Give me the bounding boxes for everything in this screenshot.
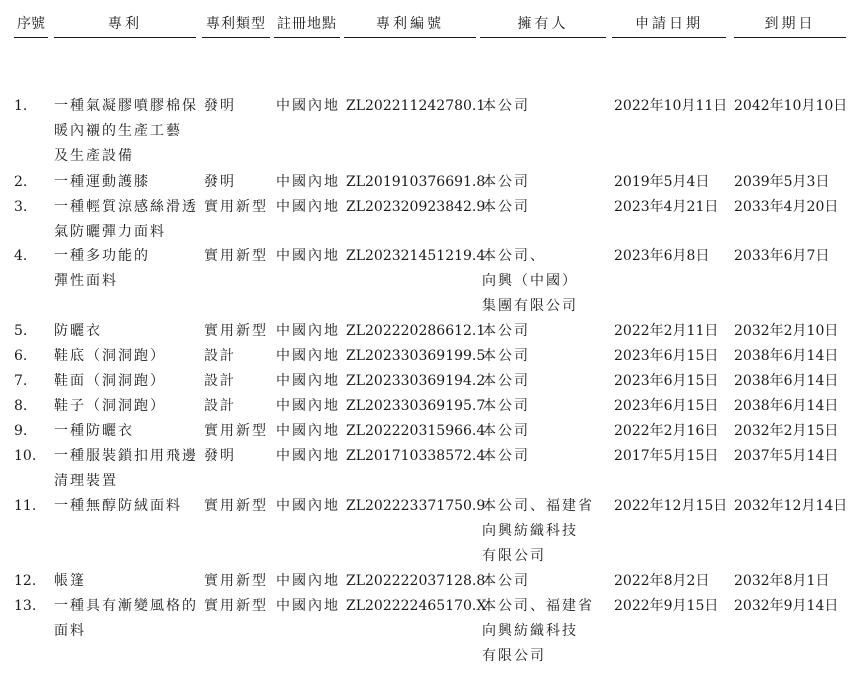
application-date: 2022年12月15日 — [614, 498, 728, 514]
row-number: 6. — [14, 348, 28, 364]
expiry-date: 2039年5月3日 — [734, 174, 830, 190]
patent-title: 鞋面（洞洞跑） — [54, 373, 166, 389]
patent-title: 鞋底（洞洞跑） — [54, 348, 166, 364]
registration-place: 中國內地 — [276, 423, 340, 439]
row-number: 13. — [14, 598, 37, 614]
patent-title: 一種防曬衣 — [54, 423, 134, 439]
expiry-date: 2037年5月14日 — [734, 448, 839, 464]
owner: 本公司 — [482, 323, 530, 339]
row-number: 4. — [14, 248, 28, 264]
row-number: 11. — [14, 498, 37, 514]
registration-place: 中國內地 — [276, 398, 340, 414]
registration-place: 中國內地 — [276, 598, 340, 614]
patent-title: 一種服裝鎖扣用飛邊 清理裝置 — [54, 448, 198, 489]
patent-type: 發明 — [204, 174, 236, 190]
patent-title: 鞋子（洞洞跑） — [54, 398, 166, 414]
patent-title: 防曬衣 — [54, 323, 102, 339]
expiry-date: 2032年2月10日 — [734, 323, 839, 339]
owner: 本公司 — [482, 174, 530, 190]
patent-type: 實用新型 — [204, 573, 268, 589]
patent-number: ZL202222037128.8 — [346, 573, 486, 589]
registration-place: 中國內地 — [276, 174, 340, 190]
registration-place: 中國內地 — [276, 199, 340, 215]
owner: 本公司 — [482, 423, 530, 439]
application-date: 2022年10月11日 — [614, 98, 728, 114]
registration-place: 中國內地 — [276, 348, 340, 364]
expiry-date: 2032年2月15日 — [734, 423, 839, 439]
patent-type: 實用新型 — [204, 498, 268, 514]
patent-title: 一種氣凝膠噴膠棉保 暖內襯的生產工藝 及生產設備 — [54, 98, 198, 164]
registration-place: 中國內地 — [276, 248, 340, 264]
application-date: 2023年6月15日 — [614, 373, 719, 389]
expiry-date: 2033年4月20日 — [734, 199, 839, 215]
header-application-date: 申請日期 — [612, 14, 726, 38]
expiry-date: 2038年6月14日 — [734, 373, 839, 389]
patent-type: 實用新型 — [204, 248, 268, 264]
application-date: 2023年6月15日 — [614, 348, 719, 364]
patent-title: 一種具有漸變風格的 面料 — [54, 598, 198, 639]
patent-type: 設計 — [204, 373, 236, 389]
registration-place: 中國內地 — [276, 373, 340, 389]
row-number: 7. — [14, 373, 28, 389]
expiry-date: 2042年10月10日 — [734, 98, 848, 114]
patent-number: ZL202330369195.7 — [346, 398, 486, 414]
header-serial: 序號 — [14, 14, 48, 38]
patent-type: 發明 — [204, 98, 236, 114]
patent-type: 實用新型 — [204, 199, 268, 215]
owner: 本公司、福建省 向興紡織科技 有限公司 — [482, 598, 594, 664]
owner: 本公司 — [482, 348, 530, 364]
application-date: 2023年6月15日 — [614, 398, 719, 414]
registration-place: 中國內地 — [276, 98, 340, 114]
header-owner: 擁有人 — [480, 14, 606, 38]
row-number: 8. — [14, 398, 28, 414]
expiry-date: 2032年12月14日 — [734, 498, 848, 514]
owner: 本公司 — [482, 448, 530, 464]
application-date: 2023年4月21日 — [614, 199, 719, 215]
header-expiry-date: 到期日 — [734, 14, 846, 38]
owner: 本公司 — [482, 199, 530, 215]
application-date: 2019年5月4日 — [614, 174, 710, 190]
patent-number: ZL202330369194.2 — [346, 373, 486, 389]
header-registration-place: 註冊地點 — [274, 14, 340, 38]
application-date: 2022年9月15日 — [614, 598, 719, 614]
patent-number: ZL201710338572.4 — [346, 448, 486, 464]
patent-title: 帳篷 — [54, 573, 86, 589]
patent-number: ZL202330369199.5 — [346, 348, 486, 364]
owner: 本公司、福建省 向興紡織科技 有限公司 — [482, 498, 594, 564]
row-number: 2. — [14, 174, 28, 190]
application-date: 2017年5月15日 — [614, 448, 719, 464]
patent-title: 一種多功能的 彈性面料 — [54, 248, 150, 289]
owner: 本公司 — [482, 373, 530, 389]
application-date: 2023年6月8日 — [614, 248, 710, 264]
registration-place: 中國內地 — [276, 448, 340, 464]
registration-place: 中國內地 — [276, 498, 340, 514]
header-patent-number: 專利編號 — [344, 14, 476, 38]
owner: 本公司 — [482, 573, 530, 589]
row-number: 3. — [14, 199, 28, 215]
patent-title: 一種輕質涼感絲滑透 氣防曬彈力面料 — [54, 199, 198, 240]
patent-title: 一種運動護膝 — [54, 174, 150, 190]
patent-type: 設計 — [204, 348, 236, 364]
header-patent: 專利 — [54, 14, 196, 38]
patent-number: ZL202321451219.4 — [346, 248, 486, 264]
registration-place: 中國內地 — [276, 323, 340, 339]
application-date: 2022年2月16日 — [614, 423, 719, 439]
patent-number: ZL202222465170.X — [346, 598, 487, 614]
expiry-date: 2038年6月14日 — [734, 348, 839, 364]
patent-number: ZL202320923842.9 — [346, 199, 486, 215]
row-number: 9. — [14, 423, 28, 439]
patent-type: 設計 — [204, 398, 236, 414]
owner: 本公司、 向興（中國） 集團有限公司 — [482, 248, 578, 314]
patent-type: 實用新型 — [204, 598, 268, 614]
application-date: 2022年8月2日 — [614, 573, 710, 589]
expiry-date: 2032年9月14日 — [734, 598, 839, 614]
patent-number: ZL202220286612.1 — [346, 323, 486, 339]
application-date: 2022年2月11日 — [614, 323, 719, 339]
patent-number: ZL202211242780.1 — [346, 98, 486, 114]
registration-place: 中國內地 — [276, 573, 340, 589]
row-number: 1. — [14, 98, 28, 114]
patent-type: 發明 — [204, 448, 236, 464]
patent-title: 一種無醇防絨面料 — [54, 498, 182, 514]
header-patent-type: 專利類型 — [202, 14, 270, 38]
expiry-date: 2033年6月7日 — [734, 248, 830, 264]
row-number: 12. — [14, 573, 37, 589]
row-number: 10. — [14, 448, 37, 464]
owner: 本公司 — [482, 398, 530, 414]
patent-type: 實用新型 — [204, 423, 268, 439]
expiry-date: 2038年6月14日 — [734, 398, 839, 414]
patent-number: ZL201910376691.8 — [346, 174, 486, 190]
patent-number: ZL202223371750.9 — [346, 498, 486, 514]
expiry-date: 2032年8月1日 — [734, 573, 830, 589]
owner: 本公司 — [482, 98, 530, 114]
row-number: 5. — [14, 323, 28, 339]
patent-type: 實用新型 — [204, 323, 268, 339]
patent-number: ZL202220315966.4 — [346, 423, 486, 439]
